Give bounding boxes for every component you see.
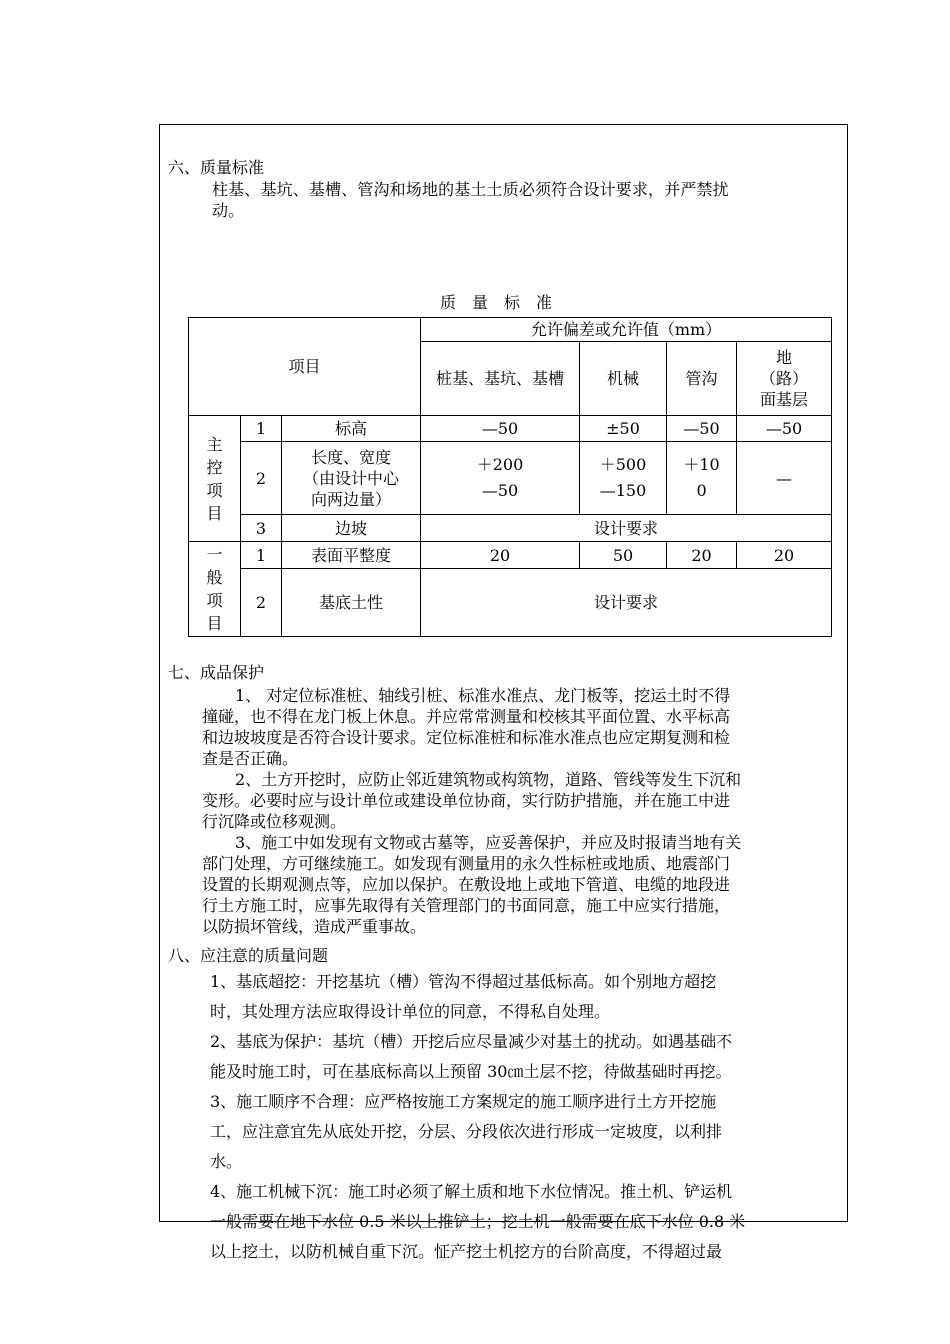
text-line: 2、基底为保护：基坑（槽）开挖后应尽量减少对基土的扰动。如遇基础不 — [210, 1032, 733, 1051]
text-line: 3、施工中如发现有文物或古墓等，应妥善保护，并应及时报请当地有关 — [235, 833, 742, 852]
text-line: 以上挖土，以防机械自重下沉。怔产挖土机挖方的台阶高度，不得超过最 — [210, 1242, 723, 1261]
text-line: 行土方施工时，应事先取得有关管理部门的书面同意，施工中应实行措施， — [202, 896, 731, 915]
text-line: 工，应注意宜先从底处开挖，分层、分段依次进行形成一定坡度，以利排 — [210, 1122, 723, 1141]
table-row — [189, 442, 832, 515]
row-number: 2 — [241, 442, 282, 515]
row-name: 标高 — [282, 416, 421, 442]
text-line: 撞碰，也不得在龙门板上休息。并应常常测量和校核其平面位置、水平标高 — [202, 707, 731, 726]
label-char: 一 — [206, 545, 223, 564]
label-char: 目 — [206, 503, 223, 523]
row-name: 表面平整度 — [282, 542, 421, 569]
text-line: 一般需要在地下水位 0.5 米以上推铲土；挖土机一般需要在底下水位 0.8 米 — [210, 1212, 746, 1231]
cell-merged: 设计要求 — [421, 515, 832, 542]
row-name: 边坡 — [282, 515, 421, 542]
quality-standard-table — [188, 317, 832, 637]
header-road-base — [737, 342, 832, 416]
cell-value: 20 — [737, 542, 832, 569]
header-line: 地 — [776, 348, 793, 367]
cell-merged: 设计要求 — [421, 569, 832, 637]
row-name — [282, 442, 421, 515]
label-char: 主 — [206, 434, 223, 454]
section8-heading: 八、应注意的质量问题 — [168, 946, 329, 965]
text-line: 2、土方开挖时，应防止邻近建筑物或构筑物，道路、管线等发生下沉和 — [235, 770, 742, 789]
row-number: 1 — [241, 542, 282, 569]
cell-value: 20 — [421, 542, 580, 569]
text-line: 行沉降或位移观测。 — [202, 812, 347, 831]
header-tolerance-group: 允许偏差或允许值（mm） — [421, 318, 832, 342]
section7-body — [202, 685, 838, 937]
cell-value: — — [737, 442, 832, 515]
cell-line: 向两边量） — [311, 489, 392, 509]
text-line: 和边坡坡度是否符合设计要求。定位标准桩和标准水准点也应定期复测和检 — [202, 728, 731, 747]
row-number: 2 — [241, 569, 282, 637]
cell-value: ±50 — [580, 416, 667, 442]
header-trench: 管沟 — [667, 342, 737, 416]
cell-line: —50 — [481, 481, 519, 500]
main-control-label — [189, 416, 241, 542]
cell-line: ＋200 — [476, 455, 524, 474]
table-row — [189, 515, 832, 542]
cell-line: （由设计中心 — [303, 468, 400, 488]
label-char: 项 — [206, 480, 223, 500]
text-line: 查是否正确。 — [202, 749, 299, 768]
cell-value — [421, 442, 580, 515]
label-char: 般 — [206, 568, 223, 587]
label-char: 控 — [206, 457, 223, 477]
text-line: 水。 — [210, 1152, 243, 1171]
section6-line: 柱基、基坑、基槽、管沟和场地的基土土质必须符合设计要求，并严禁扰 — [212, 180, 729, 199]
section6-body — [212, 179, 838, 221]
text-line: 变形。必要时应与设计单位或建设单位协商，实行防护措施，并在施工中进 — [202, 791, 731, 810]
cell-line: ＋500 — [599, 455, 647, 474]
section7-heading: 七、成品保护 — [168, 663, 265, 682]
section6-line: 动。 — [212, 201, 245, 220]
cell-line: 0 — [696, 481, 707, 500]
cell-line: —150 — [599, 481, 647, 500]
general-item-label — [189, 542, 241, 637]
cell-line: 长度、宽度 — [311, 447, 392, 467]
label-char: 目 — [206, 614, 223, 633]
header-item: 项目 — [189, 318, 421, 416]
table-row — [189, 542, 832, 569]
cell-value — [667, 442, 737, 515]
row-number: 3 — [241, 515, 282, 542]
text-line: 1、基底超挖：开挖基坑（槽）管沟不得超过基低标高。如个别地方超挖 — [210, 972, 717, 991]
text-line: 以防损坏管线，造成严重事故。 — [202, 917, 427, 936]
table-row — [189, 416, 832, 442]
cell-value: —50 — [737, 416, 832, 442]
header-pile-foundation: 桩基、基坑、基槽 — [421, 342, 580, 416]
row-number: 1 — [241, 416, 282, 442]
text-line: 部门处理，方可继续施工。如发现有测量用的永久性标桩或地质、地震部门 — [202, 854, 731, 873]
row-name: 基底土性 — [282, 569, 421, 637]
text-line: 4、施工机械下沉：施工时必须了解土质和地下水位情况。推土机、铲运机 — [210, 1182, 733, 1201]
cell-value: —50 — [421, 416, 580, 442]
text-line: 1、 对定位标准桩、轴线引桩、标准水准点、龙门板等，挖运土时不得 — [235, 686, 731, 705]
text-line: 3、施工顺序不合理：应严格按施工方案规定的施工顺序进行土方开挖施 — [210, 1092, 717, 1111]
table-caption: 质 量 标 准 — [440, 293, 553, 312]
text-line: 设置的长期观测点等，应加以保护。在敷设地上或地下管道、电缆的地段进 — [202, 875, 731, 894]
table-header-row — [189, 318, 832, 342]
label-char: 项 — [206, 591, 223, 610]
section8-body — [210, 967, 838, 1267]
table-row — [189, 569, 832, 637]
header-machinery: 机械 — [580, 342, 667, 416]
cell-line: ＋10 — [683, 455, 720, 474]
cell-value: 50 — [580, 542, 667, 569]
header-line: 面基层 — [760, 390, 809, 409]
cell-value: —50 — [667, 416, 737, 442]
cell-value: 20 — [667, 542, 737, 569]
text-line: 能及时施工时，可在基底标高以上预留 30㎝土层不挖，待做基础时再挖。 — [210, 1062, 732, 1081]
cell-value — [580, 442, 667, 515]
text-line: 时，其处理方法应取得设计单位的同意，不得私自处理。 — [210, 1002, 611, 1021]
header-line: （路） — [760, 369, 809, 388]
section6-heading: 六、质量标准 — [168, 158, 265, 177]
